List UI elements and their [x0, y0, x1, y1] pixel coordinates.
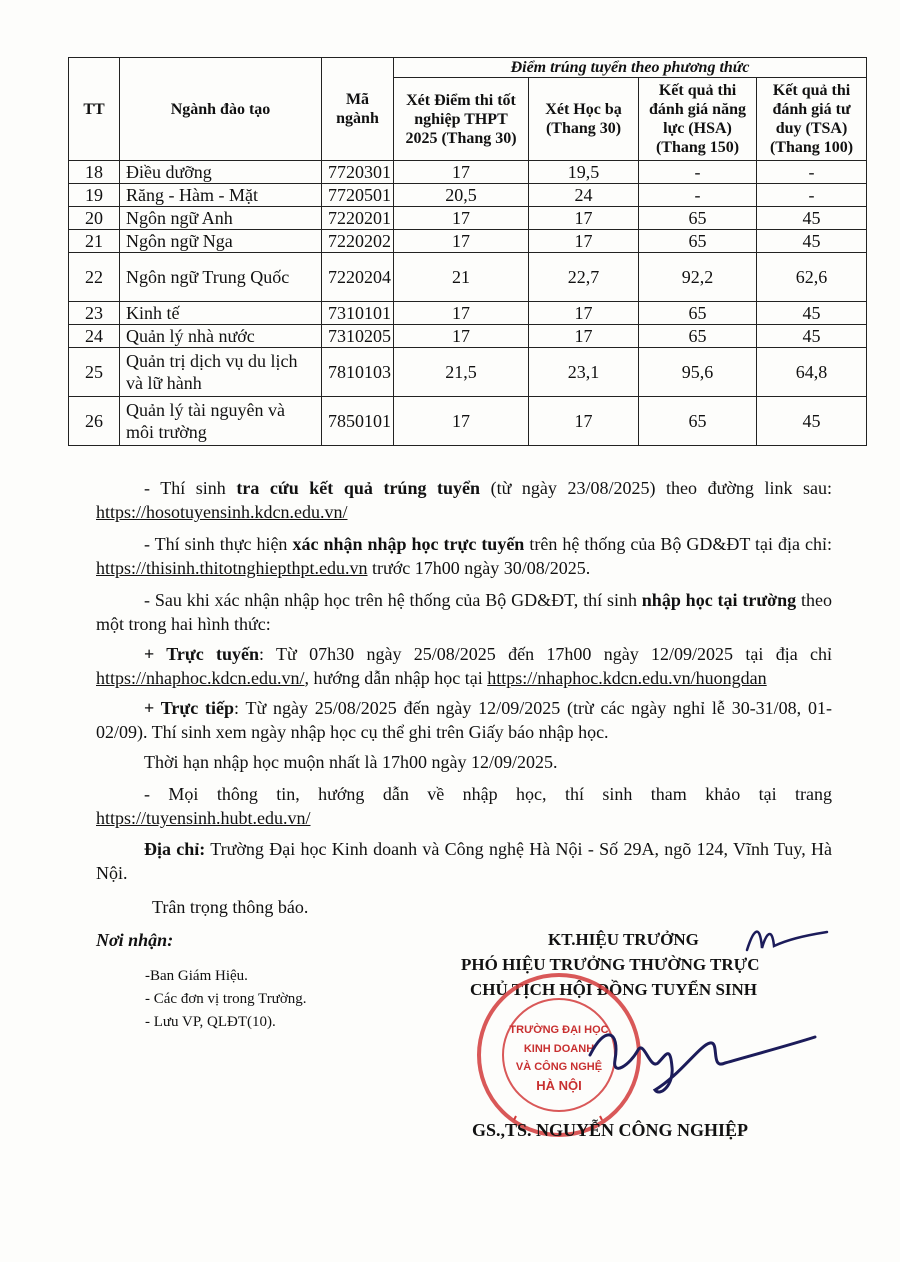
enrollment-guide-link[interactable]: https://nhaphoc.kdcn.edu.vn/huongdan [487, 668, 767, 688]
cell-code: 7220202 [322, 230, 394, 253]
results-lookup-link[interactable]: https://hosotuyensinh.kdcn.edu.vn/ [96, 502, 348, 522]
header-method-hocba: Xét Học bạ (Thang 30) [529, 78, 639, 161]
cell-hocba: 23,1 [529, 348, 639, 397]
cell-code: 7310101 [322, 302, 394, 325]
recipient-item: -Ban Giám Hiệu. [145, 968, 248, 984]
header-method-tsa: Kết quả thi đánh giá tư duy (TSA) (Thang 100) [757, 78, 867, 161]
cell-major: Kinh tế [120, 302, 322, 325]
cell-tsa: 45 [757, 397, 867, 446]
note-text: : Từ ngày 25/08/2025 đến ngày 12/09/2025 (trừ các ngày nghỉ lễ 30-31/08, 01-02/09). Thí sinh xem ngày nhập học cụ thể ghi trên Giấy báo nhập học. [96, 698, 832, 742]
cell-hsa: 65 [639, 207, 757, 230]
cell-thpt: 17 [394, 230, 529, 253]
cell-tt: 21 [69, 230, 120, 253]
cell-code: 7220204 [322, 253, 394, 302]
table-row [69, 348, 867, 397]
note-text: trên hệ thống của Bộ GD&ĐT tại địa chỉ: [524, 534, 832, 554]
cell-hocba: 17 [529, 397, 639, 446]
note-emphasis: + Trực tiếp [144, 698, 234, 718]
note-text: (từ ngày 23/08/2025) theo đường link sau: [480, 478, 833, 498]
cell-tsa: 45 [757, 302, 867, 325]
note-text: , hướng dẫn nhập học tại [304, 668, 488, 688]
table-row [69, 253, 867, 302]
table-row [69, 230, 867, 253]
header-method-group: Điểm trúng tuyển theo phương thức [394, 58, 867, 78]
cell-tsa: 45 [757, 325, 867, 348]
cell-code: 7810103 [322, 348, 394, 397]
cell-hocba: 22,7 [529, 253, 639, 302]
stamp-text-line: KINH DOANH [523, 1043, 595, 1055]
cell-tsa: 45 [757, 207, 867, 230]
ministry-system-link[interactable]: https://thisinh.thitotnghiepthpt.edu.vn [96, 558, 368, 578]
cell-tsa: - [757, 184, 867, 207]
cell-tsa: 62,6 [757, 253, 867, 302]
handwritten-signature [560, 1015, 820, 1105]
table-row [69, 397, 867, 446]
note-text: Trân trọng thông báo. [152, 897, 309, 917]
note-emphasis: xác nhận nhập học trực tuyến [292, 534, 525, 554]
cell-hsa: 92,2 [639, 253, 757, 302]
table-row [69, 325, 867, 348]
cell-tt: 20 [69, 207, 120, 230]
cell-hocba: 17 [529, 207, 639, 230]
cell-major: Ngôn ngữ Anh [120, 207, 322, 230]
cell-hsa: 65 [639, 302, 757, 325]
cell-major: Quản lý tài nguyên và môi trường [120, 397, 322, 446]
header-method-thpt: Xét Điểm thi tốt nghiệp THPT 2025 (Thang 30) [394, 78, 529, 161]
header-tt: TT [69, 58, 120, 161]
cell-thpt: 17 [394, 302, 529, 325]
cell-tt: 25 [69, 348, 120, 397]
note-lookup-results [96, 476, 832, 524]
header-code: Mã ngành [322, 58, 394, 161]
recipients-title: Nơi nhận: [96, 930, 174, 950]
note-text: theo một trong hai hình thức: [96, 590, 832, 634]
signature-title-2: PHÓ HIỆU TRƯỞNG THƯỜNG TRỰC [461, 955, 760, 974]
closing-line [96, 895, 832, 919]
cell-code: 7850101 [322, 397, 394, 446]
cell-major: Quản trị dịch vụ du lịch và lữ hành [120, 348, 322, 397]
cell-hsa: 65 [639, 397, 757, 446]
note-enrollment-at-school [96, 588, 832, 636]
note-more-info [96, 782, 832, 830]
note-text: - Sau khi xác nhận nhập học trên hệ thống của Bộ GD&ĐT, thí sinh [144, 590, 642, 610]
note-deadline [96, 750, 832, 774]
cell-hsa: - [639, 184, 757, 207]
note-direct-enrollment [96, 696, 832, 744]
admission-score-table [68, 57, 867, 446]
cell-major: Ngôn ngữ Trung Quốc [120, 253, 322, 302]
stamp-text-line: TRƯỜNG ĐẠI HỌC [509, 1024, 609, 1036]
cell-tt: 26 [69, 397, 120, 446]
initial-mark [742, 918, 832, 958]
cell-thpt: 21 [394, 253, 529, 302]
cell-code: 7720501 [322, 184, 394, 207]
cell-hocba: 19,5 [529, 161, 639, 184]
cell-major: Ngôn ngữ Nga [120, 230, 322, 253]
cell-tsa: 45 [757, 230, 867, 253]
note-text: - Thí sinh thực hiện [144, 534, 293, 554]
cell-thpt: 17 [394, 325, 529, 348]
recipient-item: - Lưu VP, QLĐT(10). [145, 1014, 276, 1030]
cell-hsa: - [639, 161, 757, 184]
table-row [69, 207, 867, 230]
note-online-enrollment [96, 642, 832, 690]
table-row [69, 184, 867, 207]
cell-tt: 22 [69, 253, 120, 302]
cell-major: Quản lý nhà nước [120, 325, 322, 348]
cell-code: 7310205 [322, 325, 394, 348]
cell-tt: 19 [69, 184, 120, 207]
table-row [69, 302, 867, 325]
note-text: - Mọi thông tin, hướng dẫn về nhập học, thí sinh tham khảo tại trang [144, 784, 832, 804]
header-major: Ngành đào tạo [120, 58, 322, 161]
cell-thpt: 17 [394, 397, 529, 446]
cell-thpt: 17 [394, 161, 529, 184]
stamp-text-line: VÀ CÔNG NGHỆ [515, 1061, 603, 1073]
cell-major: Răng - Hàm - Mặt [120, 184, 322, 207]
signature-title-1: KT.HIỆU TRƯỞNG [548, 930, 699, 949]
signer-name: GS.,TS. NGUYỄN CÔNG NGHIỆP [472, 1120, 749, 1140]
cell-tt: 18 [69, 161, 120, 184]
cell-hsa: 65 [639, 325, 757, 348]
note-emphasis: + Trực tuyến [144, 644, 260, 664]
cell-code: 7720301 [322, 161, 394, 184]
cell-hocba: 17 [529, 325, 639, 348]
cell-hsa: 95,6 [639, 348, 757, 397]
header-method-hsa: Kết quả thi đánh giá năng lực (HSA) (Thang 150) [639, 78, 757, 161]
note-text: : Từ 07h30 ngày 25/08/2025 đến 17h00 ngày 12/09/2025 tại địa chỉ [259, 644, 832, 664]
cell-tsa: 64,8 [757, 348, 867, 397]
note-emphasis: tra cứu kết quả trúng tuyển [236, 478, 481, 498]
cell-thpt: 17 [394, 207, 529, 230]
signature-title-3: CHỦ TỊCH HỘI ĐỒNG TUYỂN SINH [470, 980, 758, 999]
table-row [69, 161, 867, 184]
recipient-item: - Các đơn vị trong Trường. [145, 991, 307, 1007]
cell-code: 7220201 [322, 207, 394, 230]
note-online-confirmation [96, 532, 832, 580]
cell-tsa: - [757, 161, 867, 184]
enrollment-link[interactable]: https://nhaphoc.kdcn.edu.vn/ [96, 668, 305, 688]
cell-tt: 23 [69, 302, 120, 325]
note-emphasis: nhập học tại trường [641, 590, 797, 610]
note-text: Trường Đại học Kinh doanh và Công nghệ Hà Nội - Số 29A, ngõ 124, Vĩnh Tuy, Hà Nội. [96, 839, 832, 883]
note-text: trước 17h00 ngày 30/08/2025. [367, 558, 591, 578]
cell-thpt: 20,5 [394, 184, 529, 207]
admissions-site-link[interactable]: https://tuyensinh.hubt.edu.vn/ [96, 808, 311, 828]
cell-hsa: 65 [639, 230, 757, 253]
cell-thpt: 21,5 [394, 348, 529, 397]
cell-tt: 24 [69, 325, 120, 348]
note-address [96, 837, 832, 885]
address-label: Địa chỉ: [144, 839, 206, 859]
cell-hocba: 17 [529, 302, 639, 325]
cell-major: Điều dưỡng [120, 161, 322, 184]
note-text: - Thí sinh [144, 478, 237, 498]
cell-hocba: 24 [529, 184, 639, 207]
stamp-text-line: HÀ NỘI [536, 1078, 582, 1093]
cell-hocba: 17 [529, 230, 639, 253]
note-text: Thời hạn nhập học muộn nhất là 17h00 ngày 12/09/2025. [144, 752, 558, 772]
